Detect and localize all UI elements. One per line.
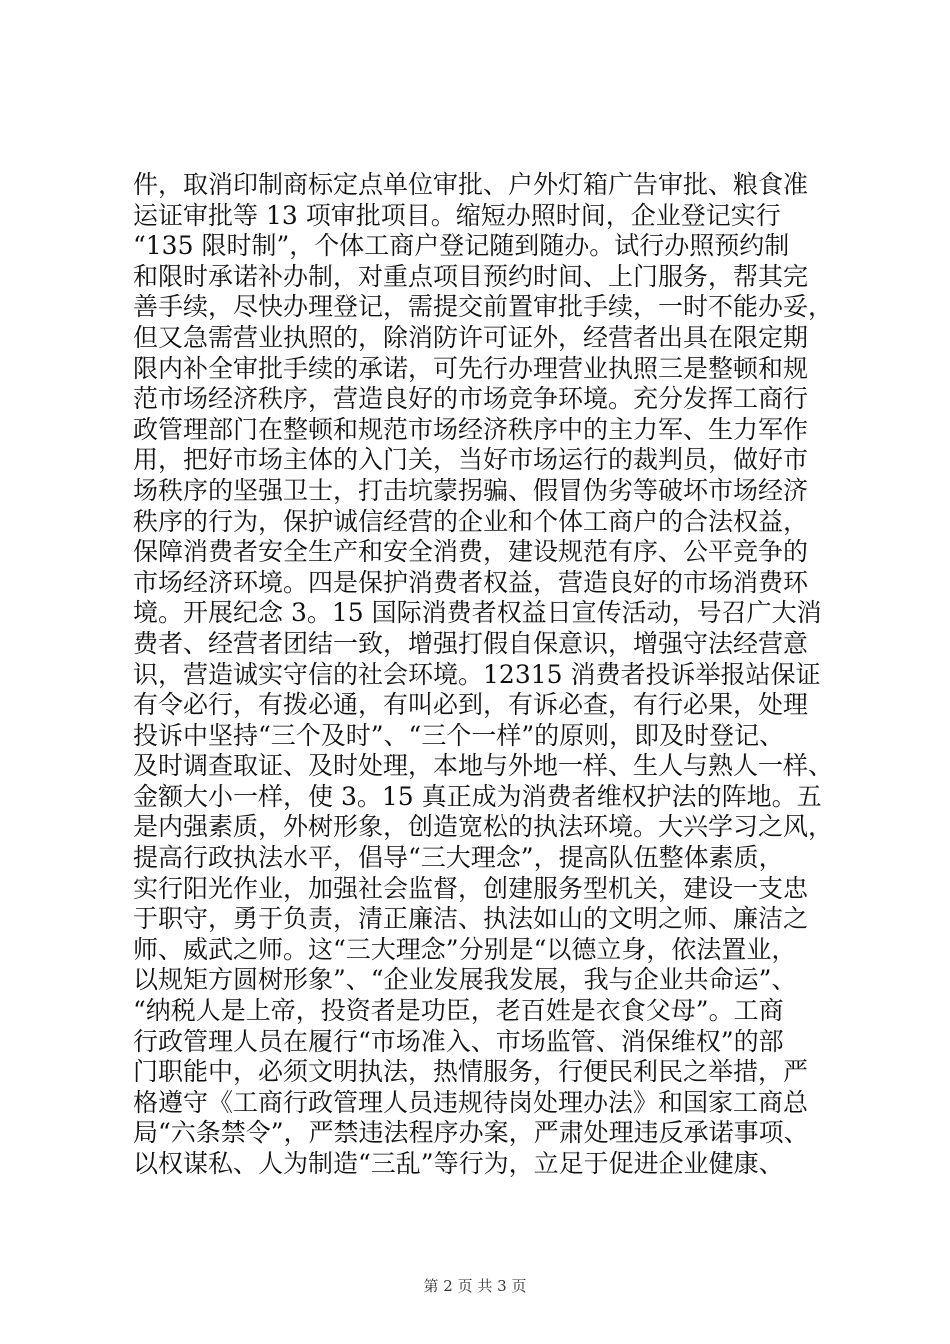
- text-line: 限内补全审批手续的承诺，可先行办理营业执照三是整顿和规: [133, 353, 809, 383]
- text-line: 门职能中，必须文明执法，热情服务，行便民利民之举措，严: [133, 1057, 809, 1087]
- text-line: 市场经济环境。四是保护消费者权益，营造良好的市场消费环: [133, 567, 809, 597]
- text-line: 行政管理人员在履行“市场准入、市场监管、消保维权”的部: [133, 1026, 784, 1056]
- text-line: 场秩序的坚强卫士，打击坑蒙拐骗、假冒伪劣等破坏市场经济: [133, 475, 809, 505]
- text-line: 投诉中坚持“三个及时”、“三个一样”的原则，即及时登记、: [133, 720, 785, 750]
- text-line: 有令必行，有拨必通，有叫必到，有诉必查，有行必果，处理: [133, 690, 809, 720]
- text-line: 于职守，勇于负责，清正廉洁、执法如山的文明之师、廉洁之: [133, 904, 809, 934]
- text-line: 格遵守《工商行政管理人员违规待岗处理办法》和国家工商总: [133, 1087, 809, 1117]
- text-line: 件，取消印制商标定点单位审批、户外灯箱广告审批、粮食准: [133, 170, 809, 199]
- text-line: 以权谋私、人为制造“三乱”等行为，立足于促进企业健康、: [133, 1149, 784, 1178]
- text-line: 提高行政执法水平，倡导“三大理念”，提高队伍整体素质，: [133, 843, 784, 873]
- text-line: “纳税人是上帝，投资者是功臣，老百姓是衣食父母”。工商: [133, 996, 784, 1026]
- text-line: 和限时承诺补办制，对重点项目预约时间、上门服务，帮其完: [133, 261, 809, 291]
- text-line: 善手续，尽快办理登记，需提交前置审批手续，一时不能办妥，: [133, 292, 834, 322]
- text-line: 运证审批等 13 项审批项目。缩短办照时间，企业登记实行: [133, 200, 781, 230]
- text-line: 但又急需营业执照的，除消防许可证外，经营者出具在限定期: [133, 322, 809, 352]
- text-line: 境。开展纪念 3。15 国际消费者权益日宣传活动，号召广大消: [133, 598, 822, 628]
- text-line: 金额大小一样，使 3。15 真正成为消费者维权护法的阵地。五: [133, 781, 822, 811]
- text-line: 范市场经济秩序，营造良好的市场竞争环境。充分发挥工商行: [133, 384, 809, 414]
- text-line: 用，把好市场主体的入门关，当好市场运行的裁判员，做好市: [133, 445, 809, 475]
- text-line: 及时调查取证、及时处理，本地与外地一样、生人与熟人一样、: [133, 751, 834, 781]
- text-line: 识，营造诚实守信的社会环境。12315 消费者投诉举报站保证: [133, 659, 821, 689]
- text-line: “135 限时制”，个体工商户登记随到随办。试行办照预约制: [133, 231, 790, 261]
- text-line: 局“六条禁令”，严禁违法程序办案，严肃处理违反承诺事项、: [133, 1118, 809, 1148]
- text-line: 费者、经营者团结一致，增强打假自保意识，增强守法经营意: [133, 628, 809, 658]
- body-text: [133, 170, 833, 1180]
- page-footer: 第 2 页 共 3 页: [423, 1277, 527, 1295]
- text-line: 保障消费者安全生产和安全消费，建设规范有序、公平竞争的: [133, 537, 809, 567]
- text-line: 实行阳光作业，加强社会监督，创建服务型机关，建设一支忠: [133, 873, 809, 903]
- text-line: 是内强素质，外树形象，创造宽松的执法环境。大兴学习之风，: [133, 812, 834, 842]
- text-line: 以规矩方圆树形象”、“企业发展我发展，我与企业共命运”、: [133, 965, 797, 995]
- text-line: 政管理部门在整顿和规范市场经济秩序中的主力军、生力军作: [133, 414, 809, 444]
- text-line: 师、威武之师。这“三大理念”分别是“以德立身，依法置业，: [133, 934, 797, 964]
- text-line: 秩序的行为，保护诚信经营的企业和个体工商户的合法权益，: [133, 506, 809, 536]
